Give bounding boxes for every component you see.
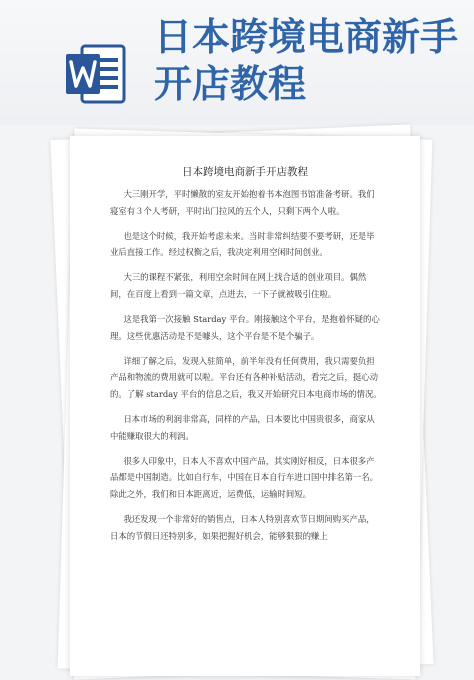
document-title	[154, 14, 459, 108]
paragraph: 我还发现一个非常好的销售点，日本人特别喜欢节日期间购买产品，日本的节假日还特别多，如果把握好机会，能够狠狠的赚上	[110, 514, 375, 541]
paragraph: 这是我第一次接触 Starday 平台。刚接触这个平台，是抱着怀疑的心理。这些优惠活动是不是噱头，这个平台是不是个骗子。	[110, 314, 380, 341]
paragraph: 大三的课程不紧张，利用空余时间在网上找合适的创业项目。偶然间，在百度上看到一篇文章，点进去，一下子就被吸引住啦。	[110, 272, 367, 299]
page-heading: 日本跨境电商新手开店教程	[182, 166, 308, 178]
paragraph: 也是这个时候，我开始考虑未来。当时非常纠结要不要考研，还是毕业后直接工作。经过权衡之后，我决定利用空闲时间创业。	[110, 230, 375, 258]
paragraph: 日本市场的利润非常高，同样的产品，日本要比中国贵很多，商家从中能赚取很大的利润。	[110, 414, 375, 441]
paragraph: 详细了解之后，发现入驻简单，前半年没有任何费用，我只需要负担产品和物流的费用就可以啦。平台还有各种补贴活动，看完之后，挺心动的。了解 starday 平台的信息之后，我又开始研究日本电商市场的情况。	[110, 355, 382, 399]
document-page	[70, 136, 420, 676]
document-body	[110, 186, 382, 553]
document-title-line2: 开店教程	[154, 62, 307, 106]
paragraph: 大三刚开学，平时懒散的室友开始抱着书本泡图书馆准备考研。我们寝室有３个人考研，平时出门拉风的五个人，只剩下两个人啦。	[110, 189, 375, 216]
word-document-icon	[64, 42, 128, 106]
document-title-line1: 日本跨境电商新手	[154, 15, 459, 59]
document-banner	[0, 0, 474, 125]
paragraph: 很多人印象中，日本人不喜欢中国产品，其实刚好相反，日本很多产品都是中国制造。比如自行车，中国在日本自行车进口国中排名第一名。除此之外，我们和日本距离近，运费低，运输时间短。	[110, 455, 378, 499]
